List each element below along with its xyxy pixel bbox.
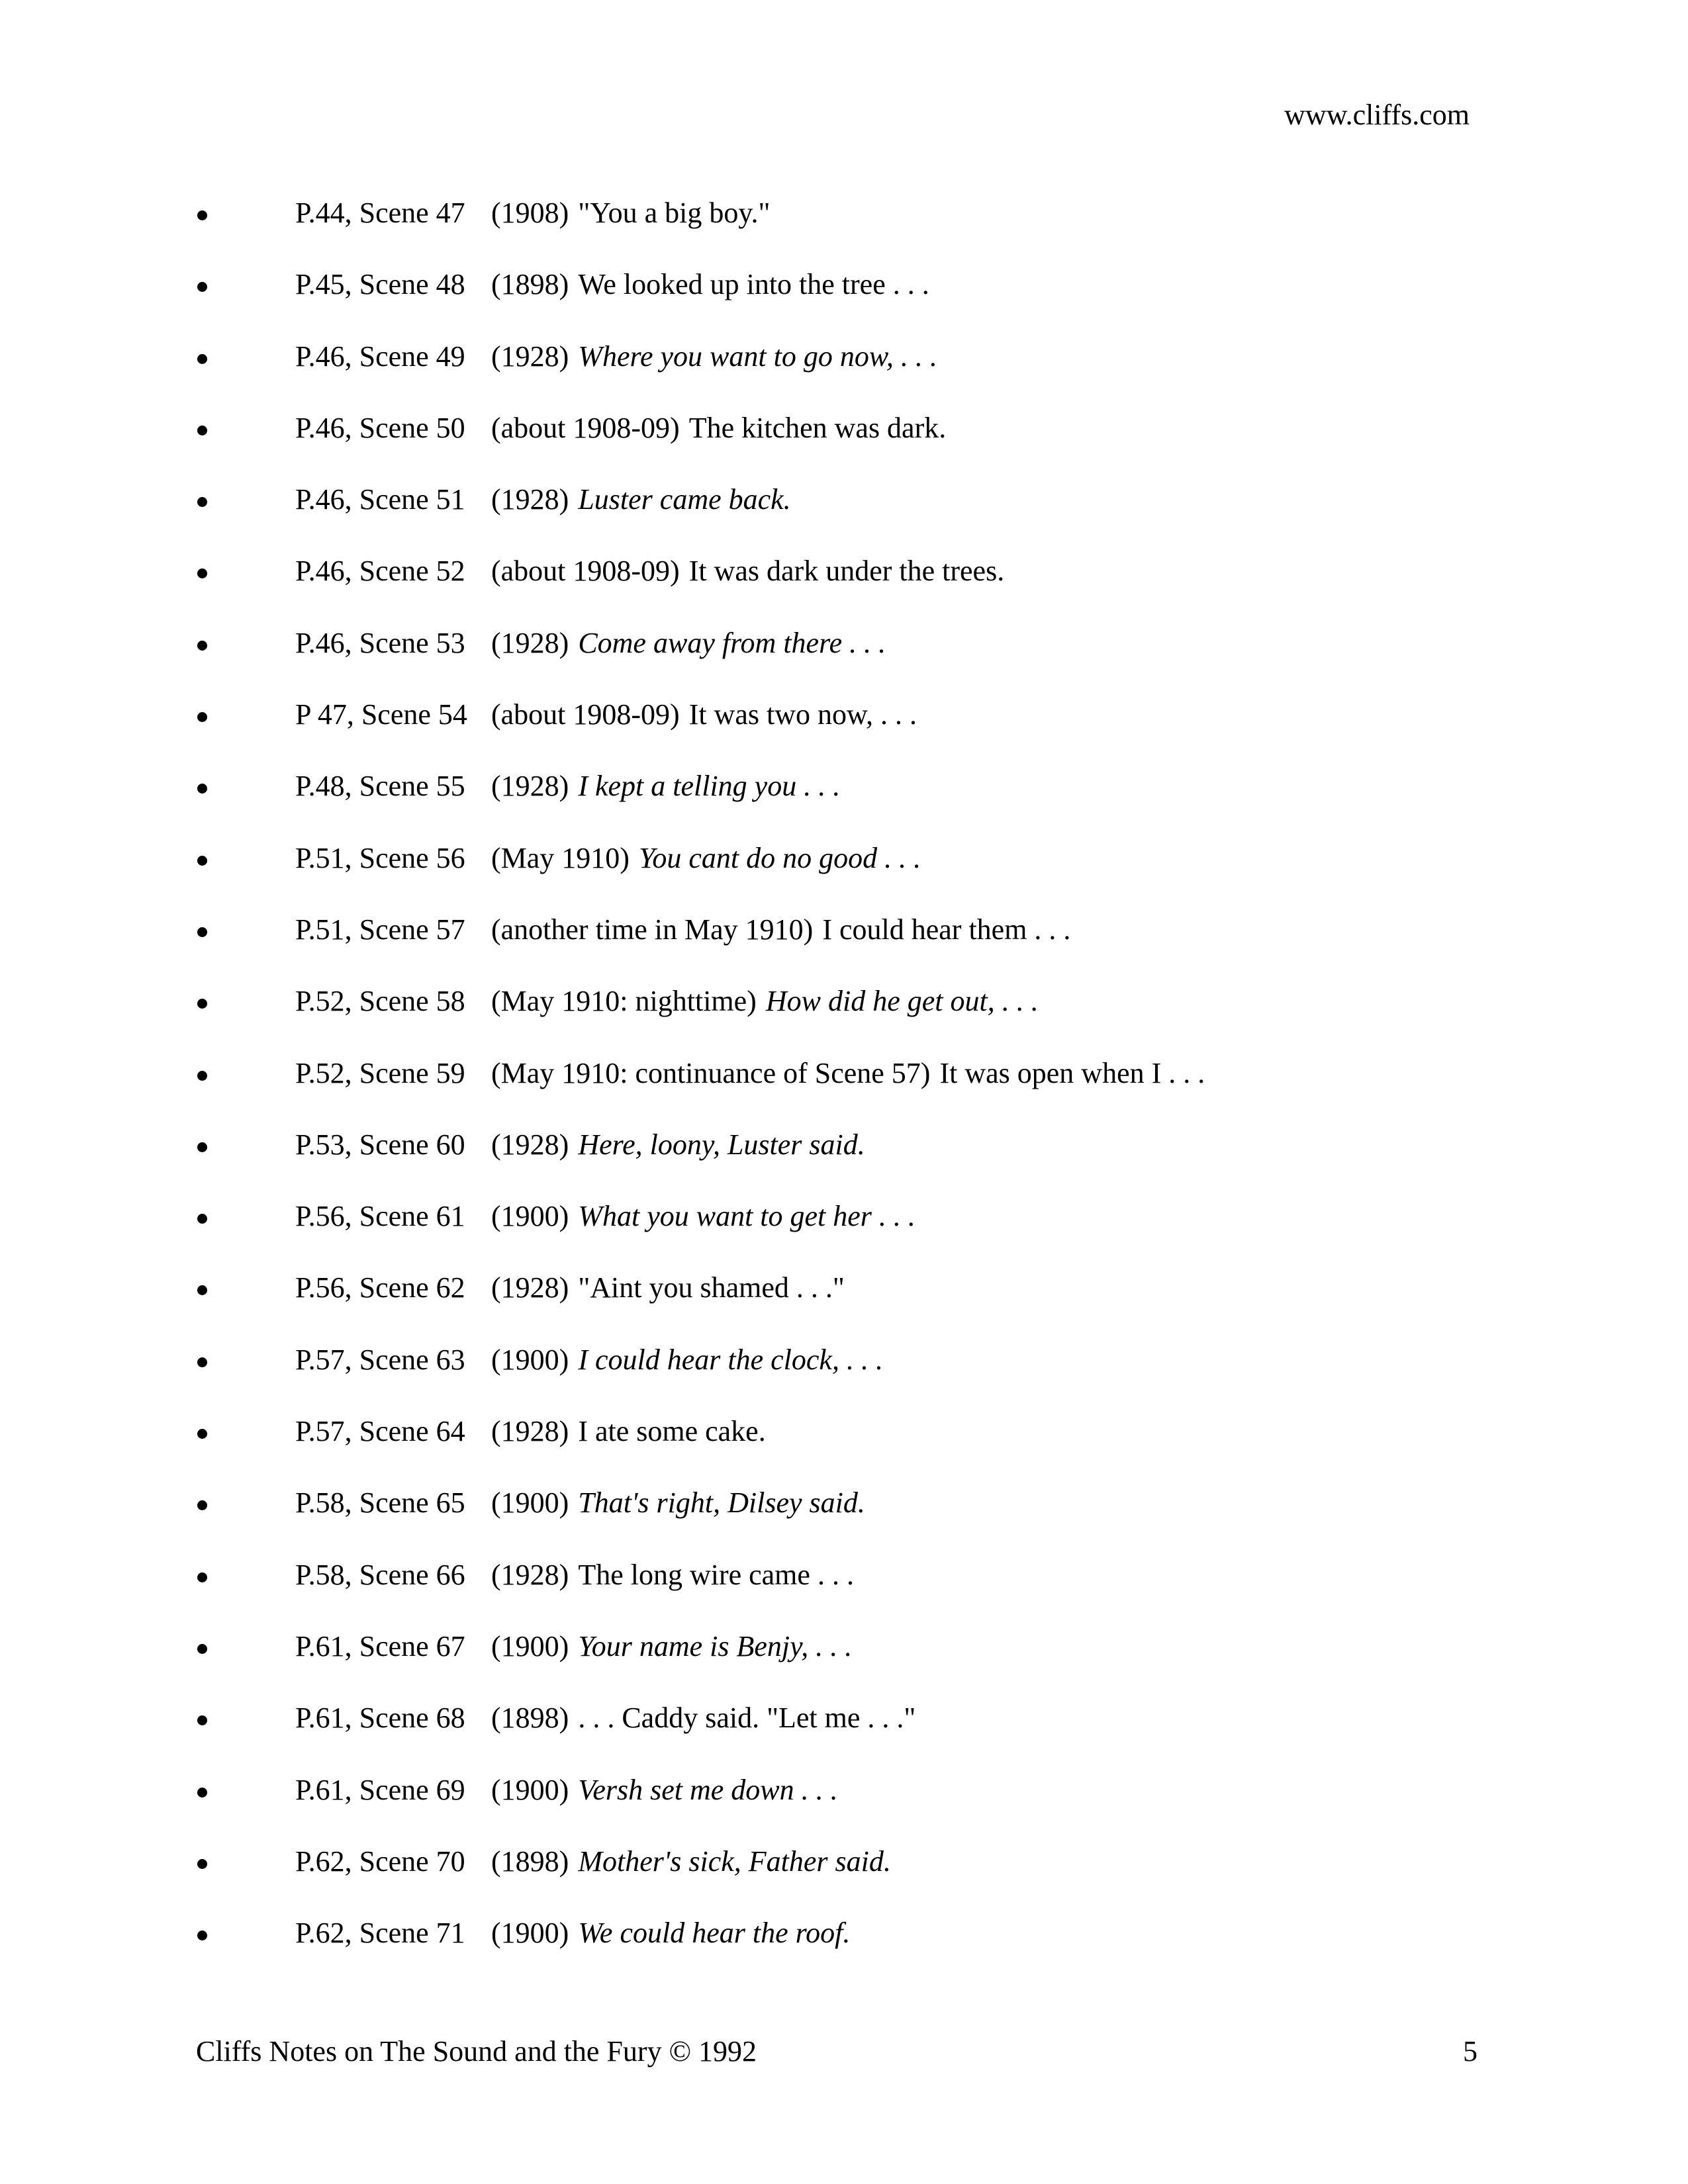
bullet-icon bbox=[197, 1572, 207, 1582]
scene-date: (1928) bbox=[491, 626, 569, 659]
scene-quote: "Aint you shamed . . ." bbox=[578, 1271, 845, 1304]
scene-date: (1900) bbox=[491, 1486, 569, 1520]
scene-quote: "You a big boy." bbox=[578, 197, 771, 229]
scene-quote: I ate some cake. bbox=[578, 1415, 766, 1448]
list-item bbox=[0, 1056, 1688, 1128]
bullet-icon bbox=[197, 1429, 207, 1439]
list-item bbox=[0, 984, 1688, 1056]
scene-reference: P.61, Scene 68 bbox=[295, 1702, 465, 1735]
scene-reference: P.62, Scene 70 bbox=[295, 1844, 465, 1878]
list-item bbox=[0, 698, 1688, 769]
scene-quote: It was open when I . . . bbox=[939, 1056, 1205, 1089]
list-item bbox=[0, 1629, 1688, 1701]
scene-description bbox=[491, 1916, 850, 1950]
list-item bbox=[0, 1271, 1688, 1342]
scene-description bbox=[491, 1343, 883, 1377]
scene-description bbox=[491, 984, 1039, 1019]
scene-description bbox=[491, 482, 791, 517]
scene-date: (1928) bbox=[491, 340, 569, 373]
scene-description bbox=[491, 1056, 1205, 1091]
bullet-icon bbox=[197, 1788, 207, 1797]
scene-quote: Versh set me down . . . bbox=[578, 1773, 838, 1806]
bullet-icon bbox=[197, 784, 207, 794]
bullet-icon bbox=[197, 1859, 207, 1869]
scene-description bbox=[491, 1486, 865, 1520]
scene-quote: Mother's sick, Father said. bbox=[578, 1844, 891, 1878]
scene-date: (1908) bbox=[491, 197, 569, 229]
scene-description bbox=[491, 1558, 854, 1592]
scene-description bbox=[491, 411, 946, 445]
scene-date: (about 1908-09) bbox=[491, 555, 680, 588]
scene-quote: We could hear the roof. bbox=[578, 1917, 851, 1950]
scene-description bbox=[491, 554, 1004, 588]
list-item bbox=[0, 340, 1688, 411]
scene-description bbox=[491, 841, 921, 876]
scene-date: (1928) bbox=[491, 1271, 569, 1304]
page-number: 5 bbox=[1463, 2035, 1477, 2068]
list-item bbox=[0, 267, 1688, 339]
scene-reference: P.46, Scene 49 bbox=[295, 340, 465, 373]
scene-description bbox=[491, 1773, 838, 1807]
list-item bbox=[0, 1844, 1688, 1916]
scene-reference: P.46, Scene 51 bbox=[295, 483, 465, 516]
scene-date: (1900) bbox=[491, 1773, 569, 1806]
list-item bbox=[0, 1486, 1688, 1557]
scene-date: (May 1910) bbox=[491, 841, 630, 874]
bullet-icon bbox=[197, 1931, 207, 1940]
bullet-icon bbox=[197, 282, 207, 292]
header-url: www.cliffs.com bbox=[1284, 99, 1470, 131]
scene-reference: P.52, Scene 59 bbox=[295, 1056, 465, 1089]
scene-date: (1900) bbox=[491, 1200, 569, 1233]
scene-description bbox=[491, 1271, 845, 1305]
scene-quote: It was two now, . . . bbox=[688, 698, 917, 731]
list-item bbox=[0, 1558, 1688, 1629]
list-item bbox=[0, 1199, 1688, 1271]
scene-reference: P.61, Scene 69 bbox=[295, 1773, 465, 1806]
scene-reference: P.57, Scene 63 bbox=[295, 1343, 465, 1376]
bullet-icon bbox=[197, 1214, 207, 1224]
list-item bbox=[0, 1773, 1688, 1844]
list-item bbox=[0, 1916, 1688, 1987]
scene-date: (1928) bbox=[491, 1128, 569, 1161]
bullet-icon bbox=[197, 1285, 207, 1295]
scene-date: (1928) bbox=[491, 770, 569, 803]
scene-reference: P.62, Scene 71 bbox=[295, 1917, 465, 1950]
scene-date: (1928) bbox=[491, 483, 569, 516]
scene-description bbox=[491, 1128, 865, 1162]
scene-quote: Come away from there . . . bbox=[578, 626, 886, 659]
scene-quote: I kept a telling you . . . bbox=[578, 770, 841, 803]
scene-reference: P.46, Scene 50 bbox=[295, 411, 465, 444]
scene-date: (May 1910: continuance of Scene 57) bbox=[491, 1056, 931, 1089]
bullet-icon bbox=[197, 426, 207, 435]
scene-description bbox=[491, 1199, 915, 1234]
list-item bbox=[0, 1414, 1688, 1486]
scene-description bbox=[491, 913, 1070, 947]
scene-date: (about 1908-09) bbox=[491, 698, 680, 731]
bullet-icon bbox=[197, 569, 207, 578]
scene-reference: P.53, Scene 60 bbox=[295, 1128, 465, 1161]
scene-quote: What you want to get her . . . bbox=[578, 1200, 915, 1233]
scene-list bbox=[0, 196, 1688, 1987]
bullet-icon bbox=[197, 1357, 207, 1367]
scene-reference: P.58, Scene 66 bbox=[295, 1558, 465, 1591]
scene-reference: P.56, Scene 62 bbox=[295, 1271, 465, 1304]
scene-quote: We looked up into the tree . . . bbox=[578, 268, 929, 301]
list-item bbox=[0, 1701, 1688, 1772]
scene-reference: P.45, Scene 48 bbox=[295, 268, 465, 301]
scene-description bbox=[491, 1844, 891, 1879]
scene-description bbox=[491, 626, 886, 660]
scene-quote: . . . Caddy said. "Let me . . ." bbox=[578, 1702, 916, 1735]
scene-description bbox=[491, 1414, 766, 1449]
scene-reference: P.58, Scene 65 bbox=[295, 1486, 465, 1520]
scene-date: (1928) bbox=[491, 1558, 569, 1591]
scene-description bbox=[491, 1629, 852, 1664]
list-item bbox=[0, 769, 1688, 841]
scene-quote: I could hear the clock, . . . bbox=[578, 1343, 883, 1376]
scene-reference: P.44, Scene 47 bbox=[295, 197, 465, 229]
scene-quote: Where you want to go now, . . . bbox=[578, 340, 937, 373]
scene-reference: P.57, Scene 64 bbox=[295, 1415, 465, 1448]
bullet-icon bbox=[197, 1715, 207, 1725]
bullet-icon bbox=[197, 641, 207, 651]
scene-quote: The long wire came . . . bbox=[578, 1558, 854, 1591]
bullet-icon bbox=[197, 927, 207, 937]
scene-quote: Your name is Benjy, . . . bbox=[578, 1629, 853, 1662]
bullet-icon bbox=[197, 210, 207, 220]
scene-description bbox=[491, 698, 917, 732]
bullet-icon bbox=[197, 1142, 207, 1152]
scene-description bbox=[491, 340, 937, 374]
scene-description bbox=[491, 267, 929, 302]
scene-reference: P.51, Scene 57 bbox=[295, 913, 465, 946]
footer-title: Cliffs Notes on The Sound and the Fury © 1992 bbox=[196, 2035, 757, 2068]
scene-quote: Luster came back. bbox=[578, 483, 791, 516]
scene-quote: You cant do no good . . . bbox=[638, 841, 921, 874]
scene-quote: It was dark under the trees. bbox=[688, 555, 1005, 588]
scene-quote: That's right, Dilsey said. bbox=[578, 1486, 865, 1520]
scene-description bbox=[491, 769, 840, 803]
scene-quote: Here, loony, Luster said. bbox=[578, 1128, 865, 1161]
list-item bbox=[0, 913, 1688, 984]
scene-reference: P.52, Scene 58 bbox=[295, 985, 465, 1018]
scene-reference: P.46, Scene 53 bbox=[295, 626, 465, 659]
scene-reference: P 47, Scene 54 bbox=[295, 698, 467, 731]
scene-description bbox=[491, 1701, 915, 1735]
scene-date: (another time in May 1910) bbox=[491, 913, 814, 946]
list-item bbox=[0, 411, 1688, 482]
scene-date: (1898) bbox=[491, 268, 569, 301]
bullet-icon bbox=[197, 497, 207, 507]
list-item bbox=[0, 482, 1688, 554]
bullet-icon bbox=[197, 1644, 207, 1654]
scene-reference: P.48, Scene 55 bbox=[295, 770, 465, 803]
scene-quote: How did he get out, . . . bbox=[765, 985, 1039, 1018]
scene-date: (about 1908-09) bbox=[491, 411, 680, 444]
scene-quote: The kitchen was dark. bbox=[688, 411, 947, 444]
scene-date: (May 1910: nighttime) bbox=[491, 985, 757, 1018]
scene-description bbox=[491, 196, 771, 230]
scene-date: (1898) bbox=[491, 1844, 569, 1878]
scene-reference: P.56, Scene 61 bbox=[295, 1200, 465, 1233]
bullet-icon bbox=[197, 999, 207, 1009]
scene-date: (1898) bbox=[491, 1702, 569, 1735]
list-item bbox=[0, 626, 1688, 698]
scene-reference: P.51, Scene 56 bbox=[295, 841, 465, 874]
bullet-icon bbox=[197, 1500, 207, 1510]
scene-reference: P.46, Scene 52 bbox=[295, 555, 465, 588]
scene-date: (1900) bbox=[491, 1629, 569, 1662]
scene-reference: P.61, Scene 67 bbox=[295, 1629, 465, 1662]
list-item bbox=[0, 196, 1688, 267]
list-item bbox=[0, 1343, 1688, 1414]
list-item bbox=[0, 841, 1688, 913]
list-item bbox=[0, 554, 1688, 625]
scene-date: (1900) bbox=[491, 1917, 569, 1950]
bullet-icon bbox=[197, 1071, 207, 1081]
bullet-icon bbox=[197, 354, 207, 364]
list-item bbox=[0, 1128, 1688, 1199]
scene-quote: I could hear them . . . bbox=[822, 913, 1071, 946]
scene-date: (1900) bbox=[491, 1343, 569, 1376]
bullet-icon bbox=[197, 856, 207, 866]
bullet-icon bbox=[197, 712, 207, 722]
scene-date: (1928) bbox=[491, 1415, 569, 1448]
